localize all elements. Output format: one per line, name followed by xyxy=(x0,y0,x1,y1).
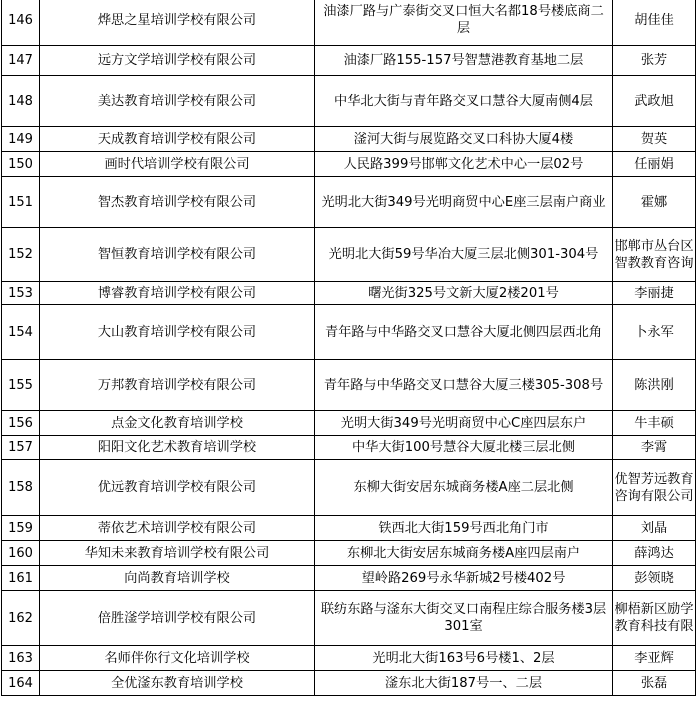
table-row xyxy=(2,127,696,152)
table-row xyxy=(2,228,696,282)
row-number: 149 xyxy=(2,127,40,152)
contact-person: 薛鸿达 xyxy=(613,541,696,566)
school-name: 智恒教育培训学校有限公司 xyxy=(40,228,315,282)
school-name: 烨思之星培训学校有限公司 xyxy=(40,0,315,46)
school-name: 天成教育培训学校有限公司 xyxy=(40,127,315,152)
row-number: 156 xyxy=(2,411,40,436)
row-number: 159 xyxy=(2,516,40,541)
contact-person: 霍娜 xyxy=(613,177,696,228)
table-row xyxy=(2,671,696,696)
contact-person: 张磊 xyxy=(613,671,696,696)
school-name: 华知未来教育培训学校有限公司 xyxy=(40,541,315,566)
row-number: 157 xyxy=(2,436,40,460)
school-name: 远方文学培训学校有限公司 xyxy=(40,46,315,76)
row-number: 162 xyxy=(2,591,40,646)
contact-person: 柳梧新区励学教育科技有限 xyxy=(613,591,696,646)
school-name: 智杰教育培训学校有限公司 xyxy=(40,177,315,228)
row-number: 161 xyxy=(2,566,40,591)
school-name: 优远教育培训学校有限公司 xyxy=(40,460,315,516)
school-name: 向尚教育培训学校 xyxy=(40,566,315,591)
school-name: 大山教育培训学校有限公司 xyxy=(40,305,315,360)
table-body xyxy=(2,0,696,696)
school-name: 名师伴你行文化培训学校 xyxy=(40,646,315,671)
table-row xyxy=(2,177,696,228)
table-row xyxy=(2,411,696,436)
school-address: 望岭路269号永华新城2号楼402号 xyxy=(315,566,613,591)
table-row xyxy=(2,646,696,671)
row-number: 164 xyxy=(2,671,40,696)
row-number: 150 xyxy=(2,152,40,177)
school-name: 万邦教育培训学校有限公司 xyxy=(40,360,315,411)
table-row xyxy=(2,305,696,360)
school-name: 博睿教育培训学校有限公司 xyxy=(40,282,315,305)
row-number: 148 xyxy=(2,76,40,127)
contact-person: 贺英 xyxy=(613,127,696,152)
school-name: 美达教育培训学校有限公司 xyxy=(40,76,315,127)
table-row xyxy=(2,46,696,76)
row-number: 152 xyxy=(2,228,40,282)
school-address: 中华北大街与青年路交叉口慧谷大厦南侧4层 xyxy=(315,76,613,127)
contact-person: 李霄 xyxy=(613,436,696,460)
contact-person: 刘晶 xyxy=(613,516,696,541)
row-number: 160 xyxy=(2,541,40,566)
row-number: 153 xyxy=(2,282,40,305)
school-address: 联纺东路与滏东大街交叉口南程庄综合服务楼3层301室 xyxy=(315,591,613,646)
contact-person: 卜永军 xyxy=(613,305,696,360)
school-name: 阳阳文化艺术教育培训学校 xyxy=(40,436,315,460)
school-address: 人民路399号邯郸文化艺术中心一层02号 xyxy=(315,152,613,177)
contact-person: 武政旭 xyxy=(613,76,696,127)
school-table xyxy=(1,0,696,696)
school-address: 滏河大街与展览路交叉口科协大厦4楼 xyxy=(315,127,613,152)
school-name: 倍胜滏学培训学校有限公司 xyxy=(40,591,315,646)
school-address: 青年路与中华路交叉口慧谷大厦北侧四层西北角 xyxy=(315,305,613,360)
school-address: 青年路与中华路交叉口慧谷大厦三楼305-308号 xyxy=(315,360,613,411)
row-number: 154 xyxy=(2,305,40,360)
table-row xyxy=(2,541,696,566)
school-address: 油漆厂路与广泰街交叉口恒大名都18号楼底商二层 xyxy=(315,0,613,46)
table-row xyxy=(2,436,696,460)
table-row xyxy=(2,152,696,177)
table-row xyxy=(2,76,696,127)
school-address: 东柳大街安居东城商务楼A座二层北侧 xyxy=(315,460,613,516)
contact-person: 优智芳远教育咨询有限公司 xyxy=(613,460,696,516)
table-row xyxy=(2,360,696,411)
school-address: 油漆厂路155-157号智慧港教育基地二层 xyxy=(315,46,613,76)
contact-person: 邯郸市丛台区智教教育咨询 xyxy=(613,228,696,282)
table-row xyxy=(2,460,696,516)
school-address: 曙光街325号文新大厦2楼201号 xyxy=(315,282,613,305)
contact-person: 李亚辉 xyxy=(613,646,696,671)
row-number: 147 xyxy=(2,46,40,76)
school-address: 铁西北大街159号西北角门市 xyxy=(315,516,613,541)
row-number: 163 xyxy=(2,646,40,671)
contact-person: 陈洪刚 xyxy=(613,360,696,411)
school-name: 点金文化教育培训学校 xyxy=(40,411,315,436)
contact-person: 任丽娟 xyxy=(613,152,696,177)
school-address: 中华大街100号慧谷大厦北楼三层北侧 xyxy=(315,436,613,460)
contact-person: 胡佳佳 xyxy=(613,0,696,46)
table-row xyxy=(2,516,696,541)
row-number: 158 xyxy=(2,460,40,516)
contact-person: 牛丰硕 xyxy=(613,411,696,436)
contact-person: 李丽捷 xyxy=(613,282,696,305)
contact-person: 彭领晓 xyxy=(613,566,696,591)
school-name: 画时代培训学校有限公司 xyxy=(40,152,315,177)
school-name: 蒂依艺术培训学校有限公司 xyxy=(40,516,315,541)
table-row xyxy=(2,0,696,46)
school-address: 光明北大街163号6号楼1、2层 xyxy=(315,646,613,671)
school-address: 光明大街349号光明商贸中心C座四层东户 xyxy=(315,411,613,436)
row-number: 155 xyxy=(2,360,40,411)
row-number: 146 xyxy=(2,0,40,46)
row-number: 151 xyxy=(2,177,40,228)
school-name: 全优滏东教育培训学校 xyxy=(40,671,315,696)
table-row xyxy=(2,591,696,646)
table-row xyxy=(2,282,696,305)
school-address: 光明北大街349号光明商贸中心E座三层南户商业 xyxy=(315,177,613,228)
table-row xyxy=(2,566,696,591)
school-address: 滏东北大街187号一、二层 xyxy=(315,671,613,696)
school-address: 光明北大街59号华冶大厦三层北侧301-304号 xyxy=(315,228,613,282)
contact-person: 张芳 xyxy=(613,46,696,76)
school-address: 东柳北大街安居东城商务楼A座四层南户 xyxy=(315,541,613,566)
